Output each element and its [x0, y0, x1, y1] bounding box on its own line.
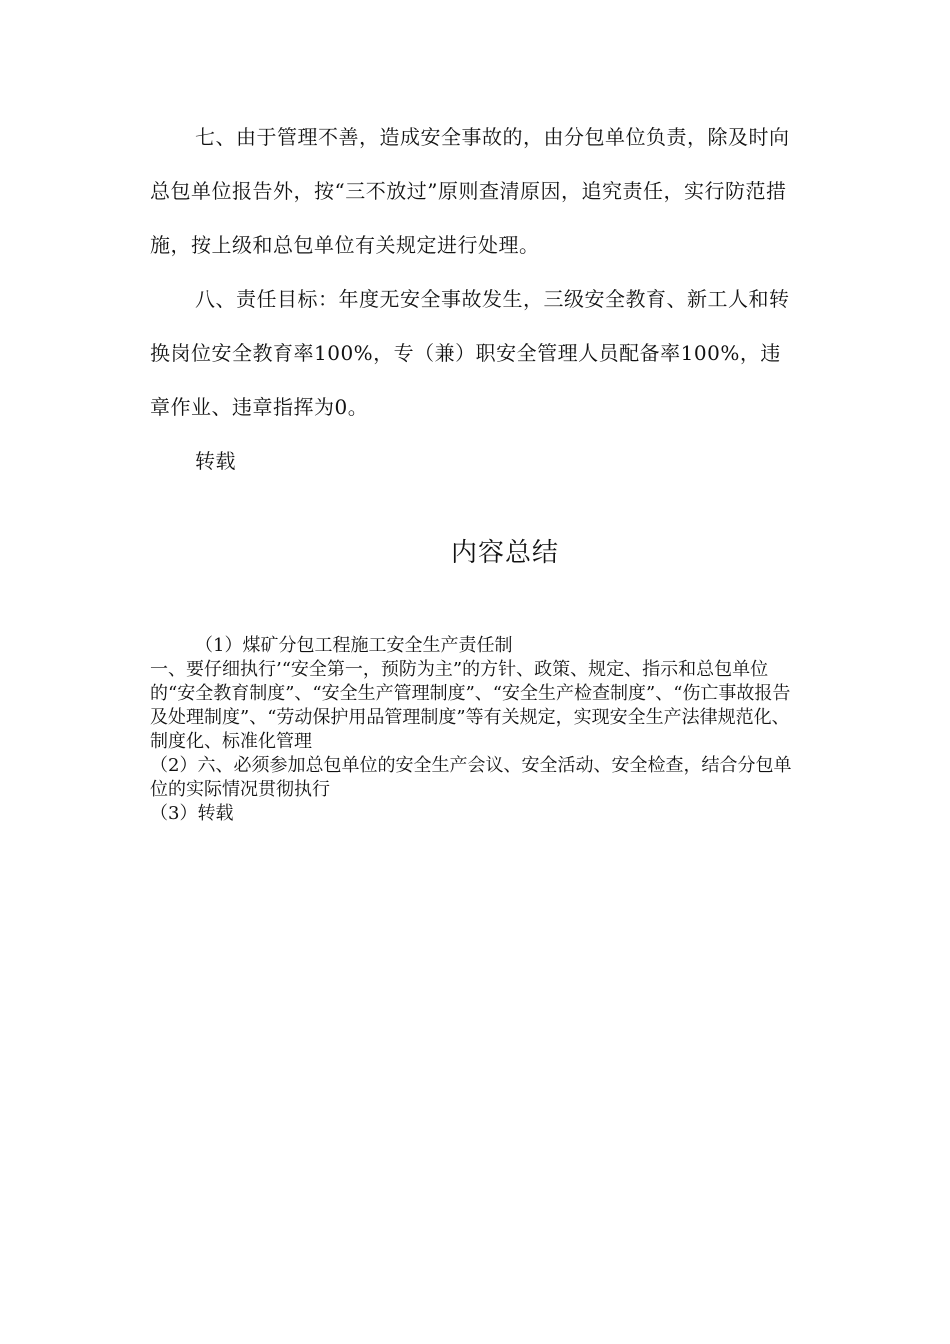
- paragraph-eight: 八、责任目标：年度无安全事故发生，三级安全教育、新工人和转换岗位安全教育率100%，专（兼）职安全管理人员配备率100%，违章作业、违章指挥为0。: [150, 287, 790, 419]
- summary-item: （3）转载: [150, 803, 234, 824]
- summary-item: 一、要仔细执行’“安全第一，预防为主”的方针、政策、规定、指示和总包单位的“安全教育制度”、“安全生产管理制度”、“安全生产检查制度”、“伤亡事故报告及处理制度”、“劳动保护用品管理制度”等有关规定，实现安全生产法律规范化、制度化、标准化管理: [150, 659, 791, 752]
- summary-section: [150, 634, 800, 826]
- summary-item: （2）六、必须参加总包单位的安全生产会议、安全活动、安全检查，结合分包单位的实际情况贯彻执行: [150, 755, 792, 800]
- summary-title: 内容总结: [450, 538, 559, 568]
- paragraph-reprint: 转载: [195, 449, 236, 473]
- body-section: [150, 110, 800, 488]
- paragraph-seven: 七、由于管理不善，造成安全事故的，由分包单位负责，除及时向总包单位报告外，按“三不放过”原则查清原因，追究责任，实行防范措施，按上级和总包单位有关规定进行处理。: [150, 125, 790, 257]
- summary-item: （1）煤矿分包工程施工安全生产责任制: [195, 635, 513, 656]
